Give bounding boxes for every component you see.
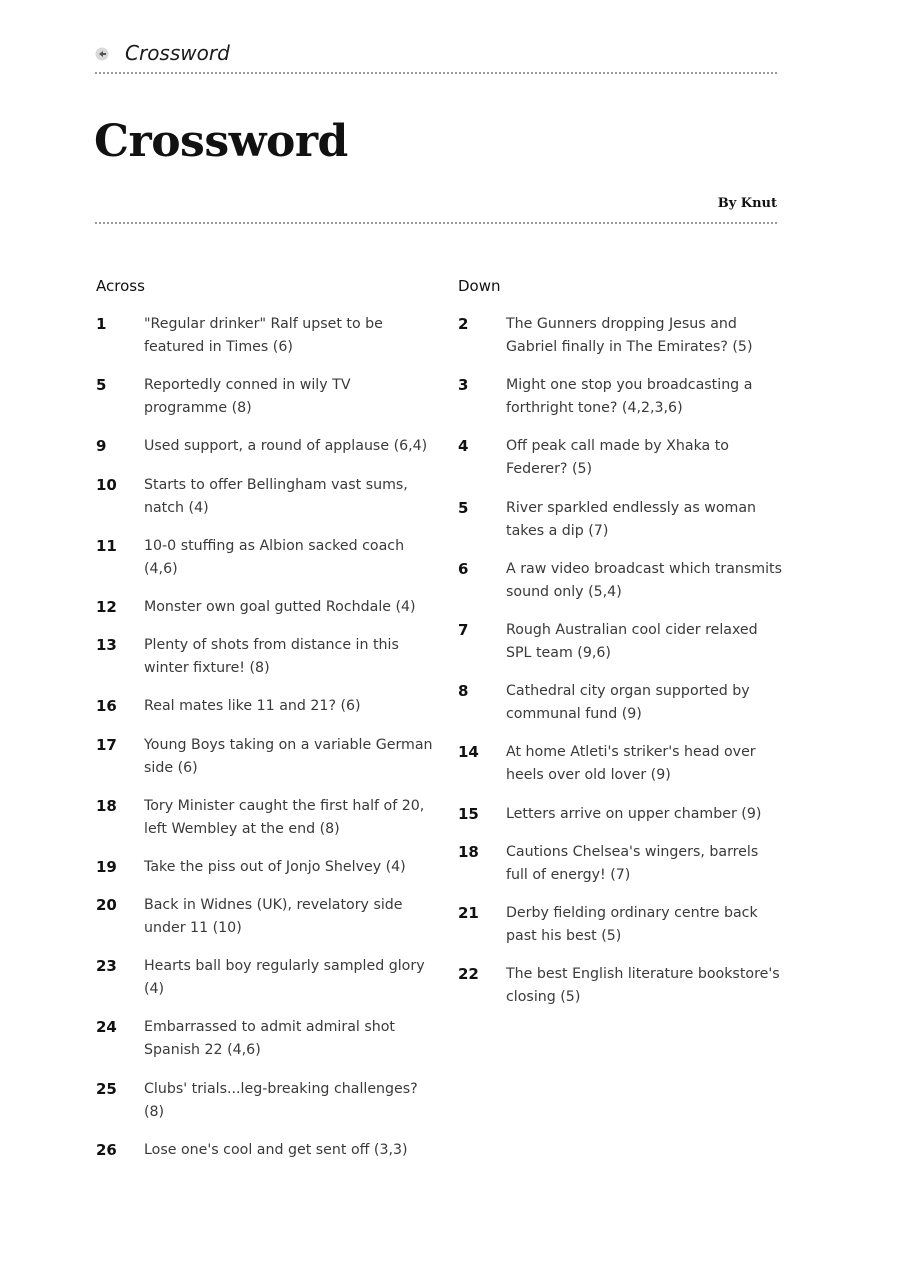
clue-text: Cathedral city organ supported by communal fund (9) (506, 683, 750, 723)
running-header (95, 40, 777, 74)
clue-number: 3 (458, 376, 469, 395)
across-clue (96, 1139, 436, 1162)
down-clue (458, 902, 783, 948)
across-clue-list (96, 313, 436, 1162)
clue-number: 20 (96, 896, 117, 915)
clue-number: 18 (458, 842, 479, 861)
down-clue (458, 374, 783, 420)
section-title: Crossword (125, 41, 230, 65)
clue-text: The Gunners dropping Jesus and Gabriel finally in The Emirates? (5) (506, 316, 753, 355)
down-column (458, 276, 783, 1024)
across-clue (96, 435, 436, 458)
clue-text: River sparkled endlessly as woman takes a dip (7) (506, 499, 757, 539)
clue-number: 8 (458, 682, 469, 701)
across-clue (96, 634, 436, 680)
across-clue (96, 374, 436, 420)
clue-text: Off peak call made by Xhaka to Federer? (5) (506, 438, 729, 478)
clue-text: Reportedly conned in wily TV programme (8) (144, 377, 351, 417)
clue-number: 4 (458, 437, 469, 456)
down-clue (458, 558, 783, 604)
clue-number: 25 (96, 1079, 117, 1098)
across-clue (96, 894, 436, 940)
clue-text: Lose one's cool and get sent off (3,3) (144, 1141, 408, 1158)
section-bullet-icon (95, 46, 109, 60)
clue-number: 5 (96, 376, 107, 395)
clue-number: 18 (96, 796, 117, 815)
page-title: Crossword (94, 116, 348, 167)
clue-text: Young Boys taking on a variable German side (6) (144, 736, 433, 776)
clue-text: Clubs' trials...leg-breaking challenges? (8) (144, 1080, 418, 1120)
clue-text: Starts to offer Bellingham vast sums, natch (4) (144, 476, 408, 516)
clue-number: 24 (96, 1018, 117, 1037)
down-clue (458, 435, 783, 481)
clue-text: Monster own goal gutted Rochdale (4) (144, 598, 416, 615)
clue-number: 26 (96, 1140, 117, 1159)
across-clue (96, 1078, 436, 1124)
across-clue (96, 695, 436, 718)
clue-number: 17 (96, 735, 117, 754)
clue-text: At home Atleti's striker's head over heels over old lover (9) (506, 744, 756, 784)
clue-number: 23 (96, 957, 117, 976)
clue-number: 16 (96, 697, 117, 716)
clue-number: 13 (96, 636, 117, 655)
down-clue (458, 803, 783, 826)
clue-text: Rough Australian cool cider relaxed SPL team (9,6) (506, 621, 758, 661)
down-clue (458, 963, 783, 1009)
across-clue (96, 596, 436, 619)
clue-text: Derby fielding ordinary centre back past his best (5) (506, 904, 758, 944)
clue-text: Back in Widnes (UK), revelatory side under 11 (10) (144, 897, 403, 937)
clue-text: Take the piss out of Jonjo Shelvey (4) (144, 858, 406, 875)
across-heading: Across (96, 277, 145, 295)
down-clue (458, 680, 783, 726)
clue-number: 1 (96, 315, 107, 333)
clue-text: Plenty of shots from distance in this winter fixture! (8) (144, 637, 399, 677)
clue-text: Real mates like 11 and 21? (6) (144, 698, 361, 715)
clue-text: Hearts ball boy regularly sampled glory (4) (144, 958, 425, 998)
across-clue (96, 955, 436, 1001)
clue-number: 19 (96, 857, 117, 876)
clue-text: "Regular drinker" Ralf upset to be featured in Times (6) (144, 316, 383, 355)
clue-text: Embarrassed to admit admiral shot Spanish 22 (4,6) (144, 1019, 395, 1059)
clue-text: Tory Minister caught the first half of 20, left Wembley at the end (8) (144, 797, 425, 837)
clue-text: Cautions Chelsea's wingers, barrels full of energy! (7) (506, 843, 759, 883)
clue-number: 5 (458, 498, 469, 517)
clue-number: 6 (458, 559, 469, 578)
clue-text: A raw video broadcast which transmits sound only (5,4) (506, 560, 783, 600)
down-clue (458, 619, 783, 665)
clue-number: 11 (96, 536, 117, 555)
clue-text: 10-0 stuffing as Albion sacked coach (4,6) (144, 537, 405, 577)
down-clue-list (458, 313, 783, 1009)
down-clue (458, 497, 783, 543)
across-clue (96, 1016, 436, 1062)
clue-number: 12 (96, 597, 117, 616)
down-clue (458, 841, 783, 887)
clue-number: 2 (458, 315, 469, 333)
across-clue (96, 313, 436, 359)
clue-text: The best English literature bookstore's closing (5) (506, 966, 780, 1006)
down-heading: Down (458, 277, 501, 295)
across-clue (96, 734, 436, 780)
across-clue (96, 474, 436, 520)
clue-number: 14 (458, 743, 479, 762)
down-clue (458, 741, 783, 787)
clue-number: 22 (458, 965, 479, 984)
across-clue (96, 795, 436, 841)
across-column (96, 276, 436, 1177)
clue-text: Used support, a round of applause (6,4) (144, 438, 428, 455)
across-clue (96, 856, 436, 879)
clue-number: 21 (458, 903, 479, 922)
byline-row (95, 190, 777, 224)
clue-text: Might one stop you broadcasting a forthright tone? (4,2,3,6) (506, 377, 753, 417)
clue-number: 9 (96, 437, 107, 456)
across-clue (96, 535, 436, 581)
down-clue (458, 313, 783, 359)
clue-number: 10 (96, 475, 117, 494)
byline: By Knut (717, 196, 777, 211)
clue-number: 7 (458, 620, 469, 639)
clue-number: 15 (458, 804, 479, 823)
clue-text: Letters arrive on upper chamber (9) (506, 805, 762, 822)
